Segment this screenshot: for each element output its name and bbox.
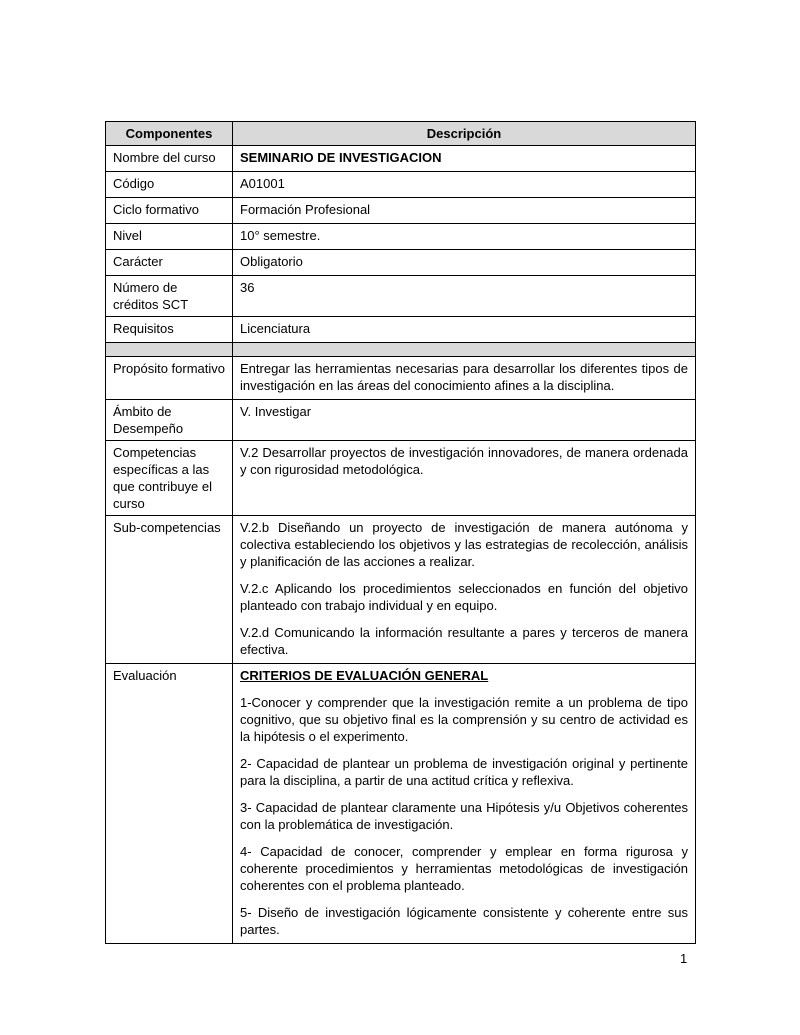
caracter-value: Obligatorio: [240, 254, 303, 269]
requisitos-value: Licenciatura: [240, 321, 311, 336]
ciclo-value: Formación Profesional: [240, 202, 371, 217]
row-caracter: [106, 250, 696, 276]
row-value: [233, 317, 696, 343]
row-label: Competencias específicas a las que contribuye el curso: [106, 441, 233, 516]
row-label: Propósito formativo: [106, 357, 233, 400]
row-label: Ciclo formativo: [106, 198, 233, 224]
proposito-paragraph: Entregar las herramientas necesarias para desarrollar los diferentes tipos de investigación en las áreas del conocimiento afines a la disciplina.: [240, 361, 688, 393]
ambito-value: V. Investigar: [240, 404, 312, 419]
row-value: [233, 276, 696, 317]
nivel-value: 10° semestre.: [240, 228, 321, 243]
table-header-row: [106, 122, 696, 146]
row-numero-creditos: [106, 276, 696, 317]
row-nivel: [106, 224, 696, 250]
row-value: [233, 516, 696, 664]
evaluacion-criterion: 3- Capacidad de plantear claramente una Hipótesis y/u Objetivos coherentes con la problemática de investigación.: [240, 800, 688, 832]
row-evaluacion: [106, 664, 696, 944]
row-nombre-del-curso: [106, 146, 696, 172]
evaluacion-criterion: 5- Diseño de investigación lógicamente consistente y coherente entre sus partes.: [240, 905, 688, 937]
row-sub-competencias: [106, 516, 696, 664]
row-label: Nombre del curso: [106, 146, 233, 172]
row-ciclo-formativo: [106, 198, 696, 224]
row-value: [233, 441, 696, 516]
row-label: Nivel: [106, 224, 233, 250]
row-codigo: [106, 172, 696, 198]
subcompetencia-paragraph: V.2.c Aplicando los procedimientos seleccionados en función del objetivo planteado con trabajo individual y en equipo.: [240, 581, 688, 613]
row-value: [233, 357, 696, 400]
row-label: Número de créditos SCT: [106, 276, 233, 317]
spacer-row: [106, 343, 696, 357]
subcompetencia-paragraph: V.2.d Comunicando la información resultante a pares y terceros de manera efectiva.: [240, 625, 688, 657]
spacer-cell-right: [233, 343, 696, 357]
row-label: Carácter: [106, 250, 233, 276]
row-value: [233, 664, 696, 944]
evaluacion-criterion: 1-Conocer y comprender que la investigación remite a un problema de tipo cognitivo, que su objetivo final es la comprensión y su centro de actividad es la hipótesis o el experimento.: [240, 695, 688, 744]
row-value: [233, 250, 696, 276]
header-descripcion: Descripción: [233, 122, 696, 146]
evaluacion-criterion: 4- Capacidad de conocer, comprender y emplear en forma rigurosa y coherente procedimientos y herramientas metodológicas de investigación coherentes con el problema planteado.: [240, 844, 688, 893]
row-competencias-especificas: [106, 441, 696, 516]
row-label: Sub-competencias: [106, 516, 233, 664]
row-value: [233, 400, 696, 441]
row-label: Requisitos: [106, 317, 233, 343]
row-value: [233, 198, 696, 224]
row-proposito-formativo: [106, 357, 696, 400]
row-label: Ámbito de Desempeño: [106, 400, 233, 441]
header-componentes: Componentes: [106, 122, 233, 146]
evaluacion-criterion: 2- Capacidad de plantear un problema de investigación original y pertinente para la disciplina, a partir de una actitud crítica y reflexiva.: [240, 756, 688, 788]
spacer-cell-left: [106, 343, 233, 357]
creditos-value: 36: [240, 280, 255, 295]
row-ambito-desempeno: [106, 400, 696, 441]
row-requisitos: [106, 317, 696, 343]
course-name-value: SEMINARIO DE INVESTIGACION: [240, 150, 442, 165]
row-label: Evaluación: [106, 664, 233, 944]
row-label: Código: [106, 172, 233, 198]
subcompetencia-paragraph: V.2.b Diseñando un proyecto de investigación de manera autónoma y colectiva estableciendo los objetivos y las estrategias de recolección, análisis y planificación de las acciones a realizar.: [240, 520, 688, 569]
competencias-paragraph: V.2 Desarrollar proyectos de investigación innovadores, de manera ordenada y con rigurosidad metodológica.: [240, 445, 688, 477]
course-description-table: [105, 121, 696, 944]
row-value: [233, 146, 696, 172]
evaluacion-heading: CRITERIOS DE EVALUACIÓN GENERAL: [240, 668, 489, 683]
row-value: [233, 224, 696, 250]
page-number: 1: [680, 951, 688, 966]
row-value: [233, 172, 696, 198]
codigo-value: A01001: [240, 176, 285, 191]
